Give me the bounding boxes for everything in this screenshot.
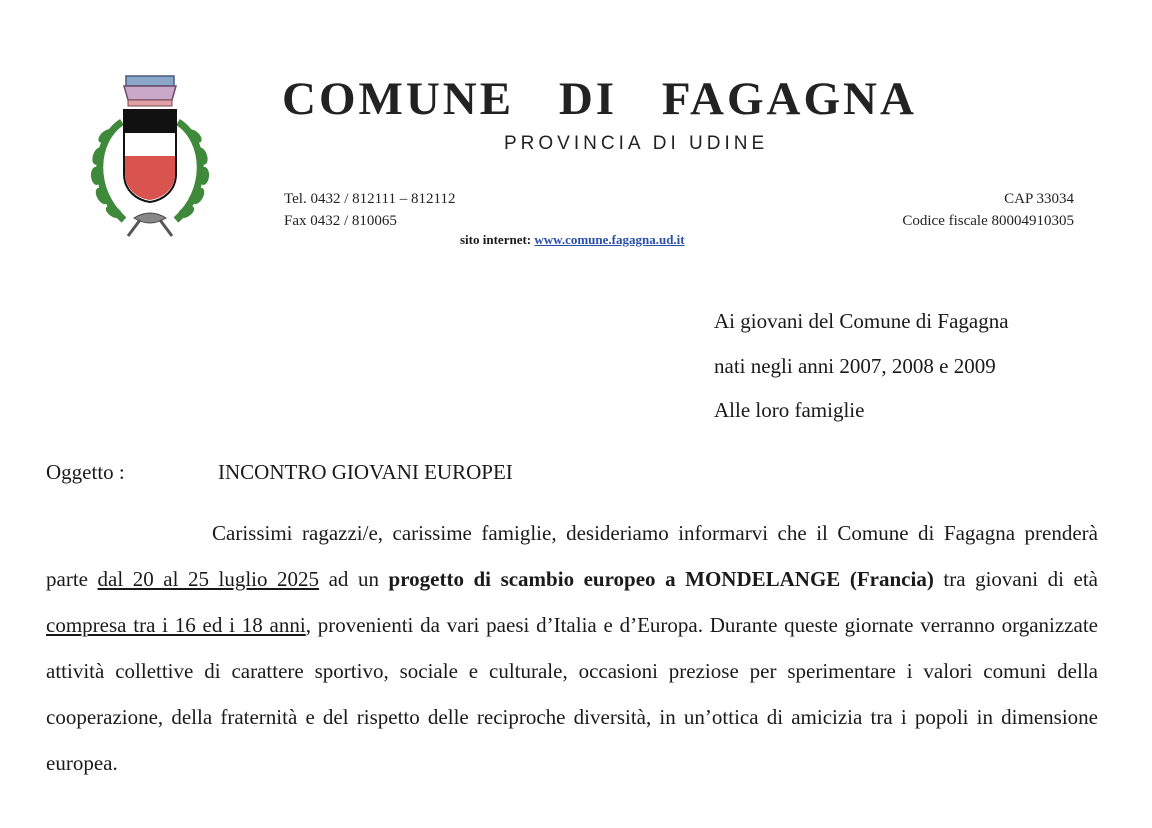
- fax-number: Fax 0432 / 810065: [284, 213, 397, 229]
- municipal-crest-logo: [84, 70, 216, 238]
- tax-code: Codice fiscale 80004910305: [902, 213, 1074, 229]
- telephone-number: Tel. 0432 / 812111 – 812112: [284, 191, 456, 207]
- subject-label: Oggetto :: [46, 460, 125, 484]
- website-line: [460, 232, 685, 248]
- website-link[interactable]: www.comune.fagagna.ud.it: [534, 232, 685, 247]
- body-part-2: ad un: [319, 567, 389, 591]
- municipality-title: COMUNE DI FAGAGNA: [282, 73, 917, 125]
- recipient-line-1: Ai giovani del Comune di Fagagna: [714, 309, 1009, 333]
- body-part-4: , provenienti da vari paesi d’Italia e d’Europa. Durante queste giornate verranno organizzate attività collettive di carattere sportivo, sociale e culturale, occasioni preziose per sperimentare i valori comuni della cooperazione, della fraternità e del rispetto delle reciproche diversità, in un’ottica di amicizia tra i popoli in dimensione europea.: [46, 613, 1098, 775]
- age-range: compresa tra i 16 ed i 18 anni: [46, 613, 306, 637]
- province-subtitle: PROVINCIA DI UDINE: [504, 133, 769, 154]
- letter-body: [46, 510, 1098, 786]
- subject-text: INCONTRO GIOVANI EUROPEI: [218, 460, 513, 484]
- recipient-line-2: nati negli anni 2007, 2008 e 2009: [714, 354, 996, 378]
- recipient-line-3: Alle loro famiglie: [714, 398, 865, 422]
- body-part-3: tra giovani di età: [933, 567, 1098, 591]
- event-dates: dal 20 al 25 luglio 2025: [97, 567, 320, 591]
- body-part-1: Carissimi ragazzi/e, carissime famiglie, desideriamo informarvi che il Comune di Fagagna prenderà parte: [46, 521, 1098, 591]
- website-label: sito internet:: [460, 232, 532, 247]
- project-name: progetto di scambio europeo a MONDELANGE (Francia): [388, 567, 934, 591]
- postal-code: CAP 33034: [1004, 191, 1074, 207]
